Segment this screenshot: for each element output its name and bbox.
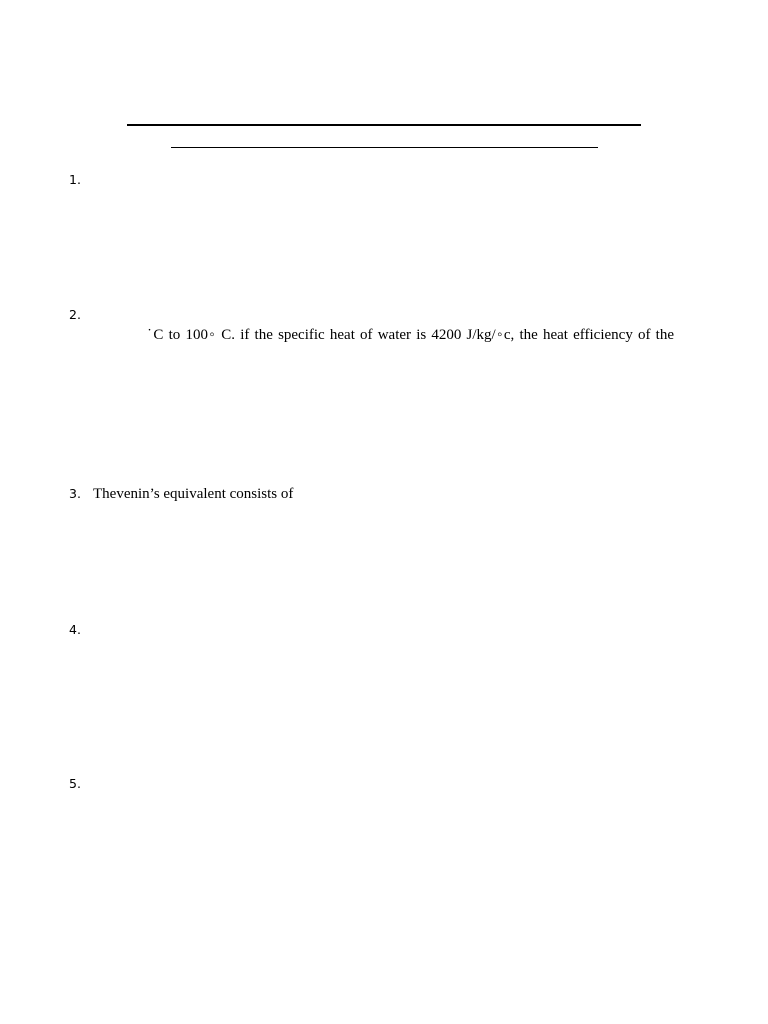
question-text: ˙C to 100◦ C. if the specific heat of water is 4200 J/kg/◦c, the heat efficiency of the	[147, 327, 674, 343]
subtitle-underline	[171, 147, 598, 148]
question-number: 2.	[69, 307, 81, 322]
question-number: 4.	[69, 622, 81, 637]
question-text: Thevenin’s equivalent consists of	[93, 486, 294, 502]
question-number: 3.	[69, 486, 81, 501]
question-number: 5.	[69, 776, 81, 791]
question-number: 1.	[69, 172, 81, 187]
title-underline	[127, 124, 641, 126]
